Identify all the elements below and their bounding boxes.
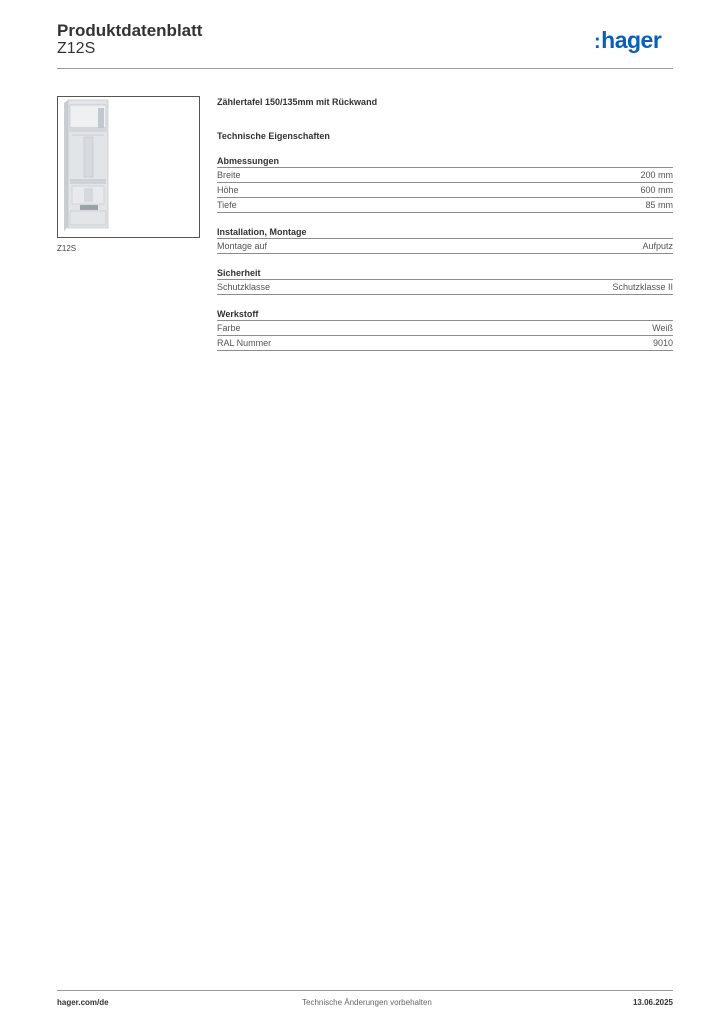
- spec-label: Breite: [217, 170, 241, 180]
- spec-value: 200 mm: [640, 170, 673, 180]
- spec-value: 85 mm: [645, 200, 673, 210]
- spec-value: 9010: [652, 338, 673, 348]
- spec-label: Schutzklasse: [217, 282, 271, 292]
- spec-label: Tiefe: [217, 200, 237, 210]
- product-details: [217, 96, 673, 351]
- footer-disclaimer: Technische Änderungen vorbehalten: [302, 998, 432, 1007]
- footer-divider: [57, 990, 673, 991]
- product-code: Z12S: [57, 40, 96, 57]
- spec-label: RAL Nummer: [217, 338, 272, 348]
- group-abmessungen: [217, 155, 673, 213]
- footer-website-link[interactable]: hager.com/de: [57, 998, 109, 1007]
- group-title: Werkstoff: [217, 309, 259, 319]
- spec-row: [217, 167, 673, 182]
- group-werkstoff: [217, 308, 673, 351]
- spec-value: Aufputz: [642, 241, 673, 251]
- spec-label: Höhe: [217, 185, 239, 195]
- spec-row: [217, 182, 673, 197]
- spec-row: [217, 279, 673, 295]
- product-name: Zählertafel 150/135mm mit Rückwand: [217, 97, 378, 107]
- group-title: Sicherheit: [217, 268, 261, 278]
- footer-date: 13.06.2025: [632, 998, 673, 1007]
- hager-logo: :hager: [594, 27, 662, 53]
- spec-row: [217, 335, 673, 351]
- spec-value: Schutzklasse II: [612, 282, 673, 292]
- spec-value: 600 mm: [640, 185, 673, 195]
- spec-label: Montage auf: [217, 241, 268, 251]
- group-title: Abmessungen: [217, 156, 280, 166]
- image-caption: Z12S: [57, 244, 77, 253]
- header-divider: [57, 68, 673, 69]
- spec-row: [217, 320, 673, 335]
- group-sicherheit: [217, 267, 673, 295]
- product-image: [57, 96, 200, 238]
- spec-label: Farbe: [217, 323, 241, 333]
- page-title: Produktdatenblatt: [57, 21, 203, 40]
- spec-value: Weiß: [652, 323, 673, 333]
- section-title: Technische Eigenschaften: [217, 131, 330, 141]
- group-installation: [217, 226, 673, 254]
- meter-panel-illustration: [58, 97, 199, 237]
- spec-row: [217, 197, 673, 213]
- group-title: Installation, Montage: [217, 227, 307, 237]
- spec-row: [217, 238, 673, 254]
